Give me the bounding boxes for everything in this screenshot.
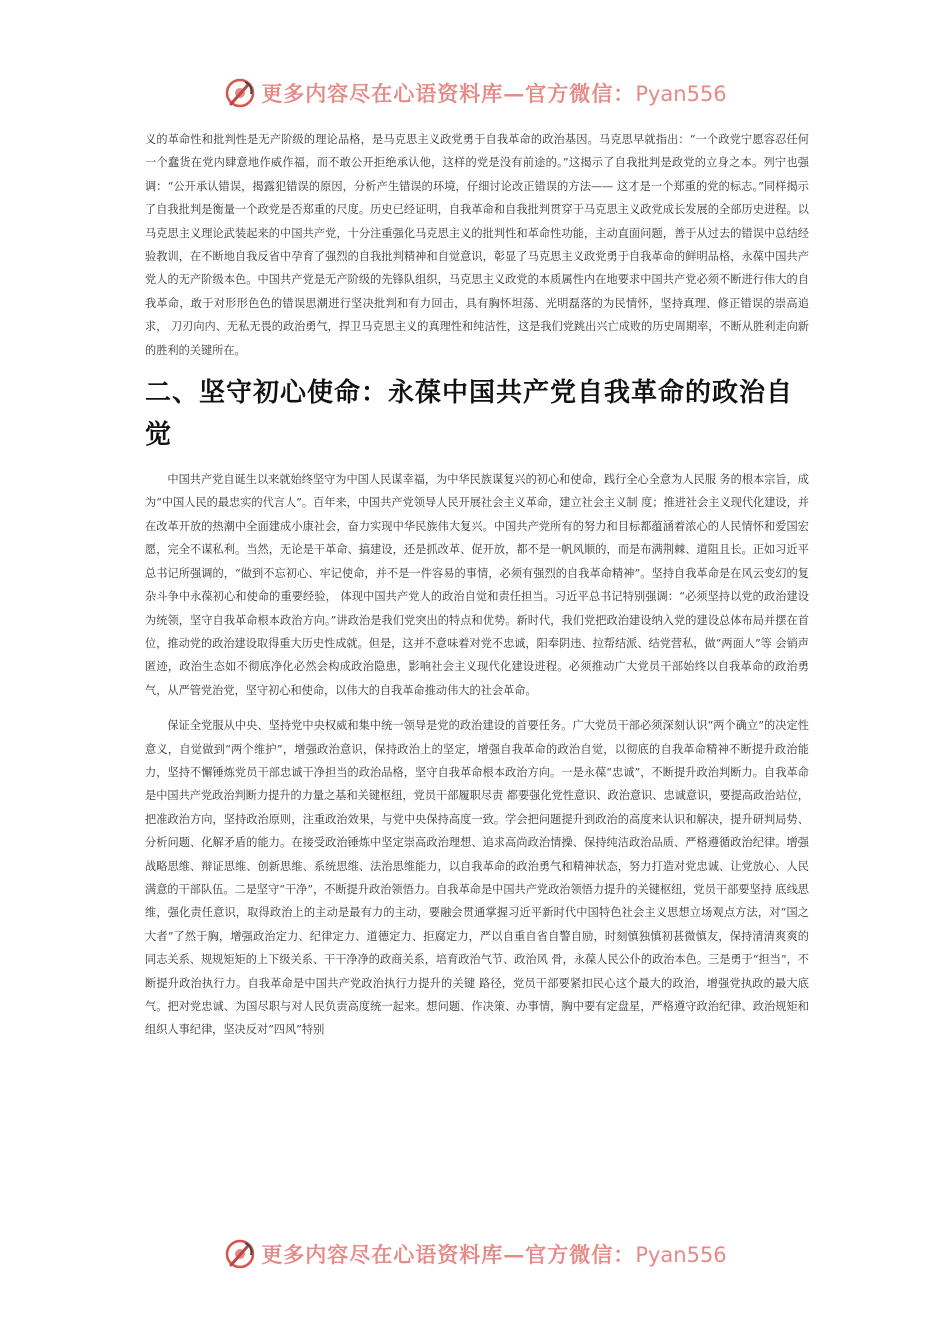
flower-pen-logo-icon [223,76,257,110]
watermark-banner-bottom [0,1232,950,1276]
watermark-slogan: 更多内容尽在心语资料库—官方微信： [261,1242,636,1267]
watermark-handle: Pyan556 [635,82,727,106]
paragraph-1: 中国共产党自诞生以来就始终坚守为中国人民谋幸福，为中华民族谋复兴的初心和使命，践行全心全意为人民服 务的根本宗旨，成为“中国人民的最忠实的代言人”。百年来，中国共产党领导人民开展社会主义革命，建立社会主义制 度；推进社会主义现代化建设，并在改革开放的热潮中全面建成小康社会，奋力实现中华民族伟大复兴。中国共产党所有的努力和目标都蕴涵着浓心的人民情怀和爱国宏愿，完全不谋私利。当然，无论是干革命、搞建设，还是抓改革、促开放，都不是一帆风顺的，而是布满荆棘、道阻且长。正如习近平总书记所强调的，“做到不忘初心、牢记使命，并不是一件容易的事情，必须有强烈的自我革命精神”。坚持自我革命是在风云变幻的复杂斗争中永葆初心和使命的重要经验， 体现中国共产党人的政治自觉和责任担当。习近平总书记特别强调：“必须坚持以党的政治建设为统领，坚守自我革命根本政治方向。”讲政治是我们党突出的特点和优势。新时代，我们党把政治建设纳入党的建设总体布局并摆在首位，推动党的政治建设取得重大历史性成就。但是，这并不意味着对党不忠诚，阳奉阴违、拉帮结派、结党营私，做“两面人”等 会销声匿迹，政治生态如不彻底净化必然会构成政治隐患，影响社会主义现代化建设进程。必须推动广大党员干部始终以自我革命的政治勇气，从严管党治党，坚守初心和使命，以伟大的自我革命推动伟大的社会革命。 [145,473,809,697]
document-body [145,128,809,1042]
watermark-text-top [261,78,726,108]
watermark-handle: Pyan556 [635,1243,727,1267]
paragraph-2: 保证全党服从中央、坚持党中央权威和集中统一领导是党的政治建设的首要任务。广大党员干部必须深刻认识“两个确立”的决定性意义，自觉做到“两个维护”，增强政治意识，保持政治上的坚定，增强自我革命的政治自觉，以彻底的自我革命精神不断提升政治能力，坚持不懈锤炼党员干部忠诚干净担当的政治品格，坚守自我革命根本政治方向。一是永葆“忠诚”，不断提升政治判断力。自我革命是中国共产党政治判断力提升的力量之基和关键枢纽，党员干部履职尽责 都要强化党性意识、政治意识、忠诚意识，要提高政治站位，把准政治方向，坚持政治原则，注重政治效果，与党中央保持高度一致。学会把问题提升到政治的高度来认识和解决，提升研判局势、分析问题、化解矛盾的能力。在接受政治锤炼中坚定崇高政治理想、追求高尚政治情操、保持纯洁政治品质、严格遵循政治纪律。增强战略思维、辩证思维、创新思维、系统思维、法治思维能力，以自我革命的政治勇气和精神状态，努力打造对党忠诚、让党放心、人民满意的干部队伍。二是坚守“干净”，不断提升政治领悟力。自我革命是中国共产党政治领悟力提升的关键枢纽，党员干部要坚持 底线思维，强化责任意识，取得政治上的主动是最有力的主动，要融会贯通掌握习近平新时代中国特色社会主义思想立场观点方法，对“国之大者”了然于胸，增强政治定力、纪律定力、道德定力、拒腐定力，严以自重自省自警自励，时刻慎独慎初甚微慎友，保持清清爽爽的同志关系、规规矩矩的上下级关系、干干净净的政商关系，培育政治气节、政治风 骨，永葆人民公仆的政治本色。三是勇于“担当”，不断提升政治执行力。自我革命是中国共产党政治执行力提升的关键 路径，党员干部要紧扣民心这个最大的政治，增强党执政的最大底气。把对党忠诚、为国尽职与对人民负责高度统一起来。想问题、作决策、办事情，胸中要有定盘星，严格遵守政治纪律、政治规矩和组织人事纪律，坚决反对“四风”特别 [145,719,809,1037]
section-heading: 二、坚守初心使命：永葆中国共产党自我革命的政治自觉 [145,378,794,451]
paragraph-intro: 义的革命性和批判性是无产阶级的理论品格，是马克思主义政党勇于自我革命的政治基因。马克思早就指出：“一个政党宁愿容忍任何一个蠢货在党内肆意地作威作福，而不敢公开拒绝承认他，这样的党是没有前途的。”这揭示了自我批判是政党的立身之本。列宁也强调：“公开承认错误，揭露犯错误的原因，分析产生错误的环境，仔细讨论改正错误的方法—— 这才是一个郑重的党的标志。”同样揭示了自我批判是衡量一个政党是否郑重的尺度。历史已经证明，自我革命和自我批判贯穿于马克思主义政党成长发展的全部历史进程。以马克思主义理论武装起来的中国共产党，十分注重强化马克思主义的批判性和革命性功能，主动直面问题，善于从过去的错误中总结经验教训，在不断地自我反省中孕育了强烈的自我批判精神和自觉意识，彰显了马克思主义政党勇于自我革命的鲜明品格，永葆中国共产党人的无产阶级本色。中国共产党是无产阶级的先锋队组织，马克思主义政党的本质属性内在地要求中国共产党必须不断进行伟大的自我革命，敢于对形形色色的错误思潮进行坚决批判和有力回击，具有胸怀坦荡、光明磊落的为民情怀，坚持真理、修正错误的崇高追求， 刀刃向内、无私无畏的政治勇气，捍卫马克思主义的真理性和纯洁性，这是我们党跳出兴亡成败的历史周期率，不断从胜利走向新的胜利的关键所在。 [145,133,809,357]
watermark-slogan: 更多内容尽在心语资料库—官方微信： [261,81,636,106]
watermark-banner-top [0,71,950,115]
flower-pen-logo-icon [223,1237,257,1271]
paragraph-spacer [145,702,809,714]
watermark-text-bottom [261,1239,726,1269]
